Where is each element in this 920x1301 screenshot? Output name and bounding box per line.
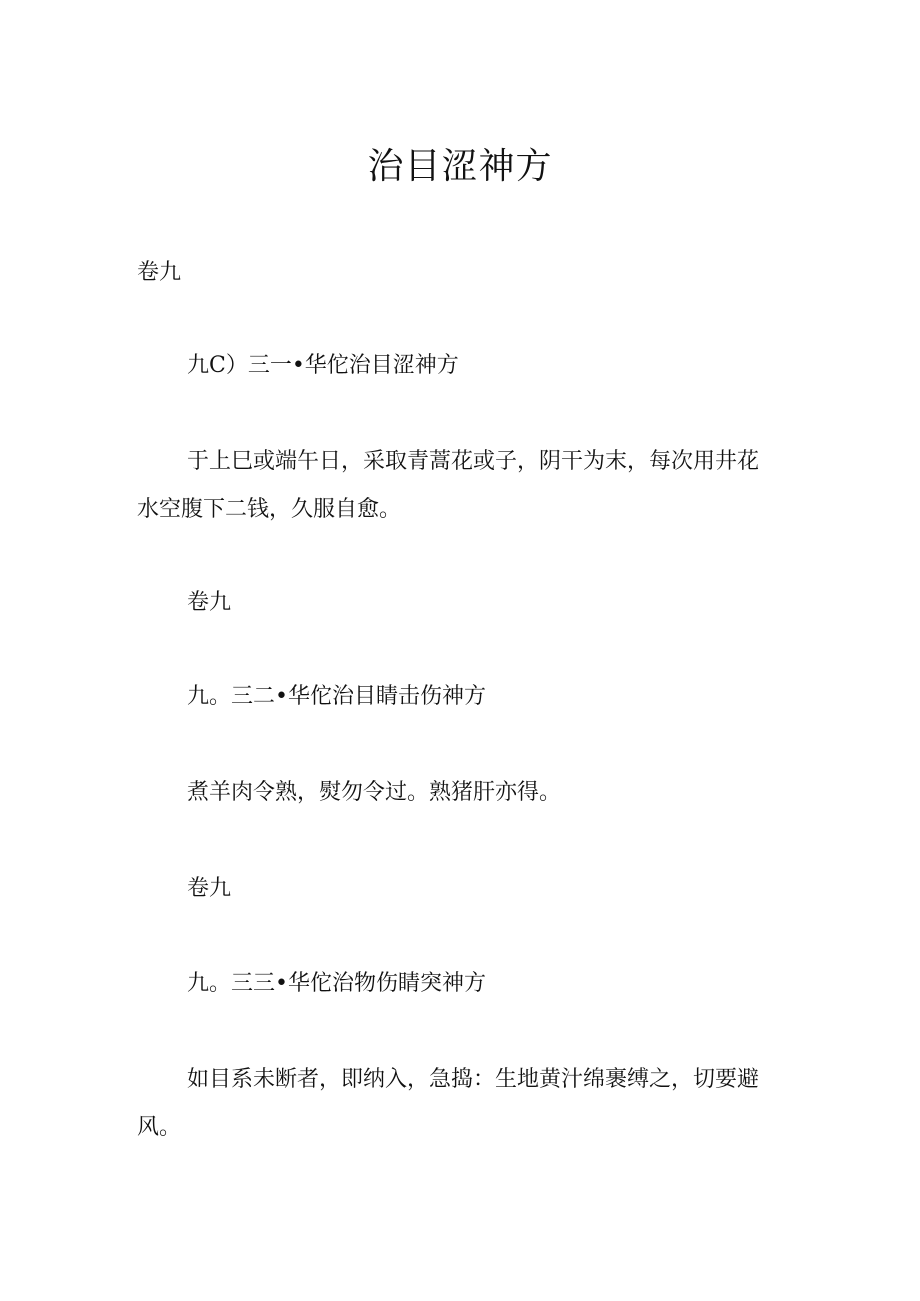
- section-heading-2: 九。三二•华佗治目睛击伤神方: [187, 684, 486, 709]
- section-body-2: 煮羊肉令熟，熨勿令过。熟猪肝亦得。: [187, 780, 562, 805]
- section-heading-1: 九C）三一•华佗治目涩神方: [187, 353, 459, 378]
- section-body-1: 于上巳或端午日，采取青蒿花或子，阴干为末，每次用井花水空腹下二钱，久服自愈。: [137, 449, 760, 522]
- section-body-3: 如目系未断者，即纳入，急捣：生地黄汁绵裹缚之，切要避风。: [137, 1067, 760, 1140]
- section-heading-3: 九。三三•华佗治物伤睛突神方: [187, 971, 486, 996]
- volume-label-2: 卷九: [187, 590, 232, 615]
- volume-label-1: 卷九: [137, 260, 182, 285]
- page-title: 治目涩神方: [367, 146, 553, 187]
- volume-label-3: 卷九: [187, 876, 232, 901]
